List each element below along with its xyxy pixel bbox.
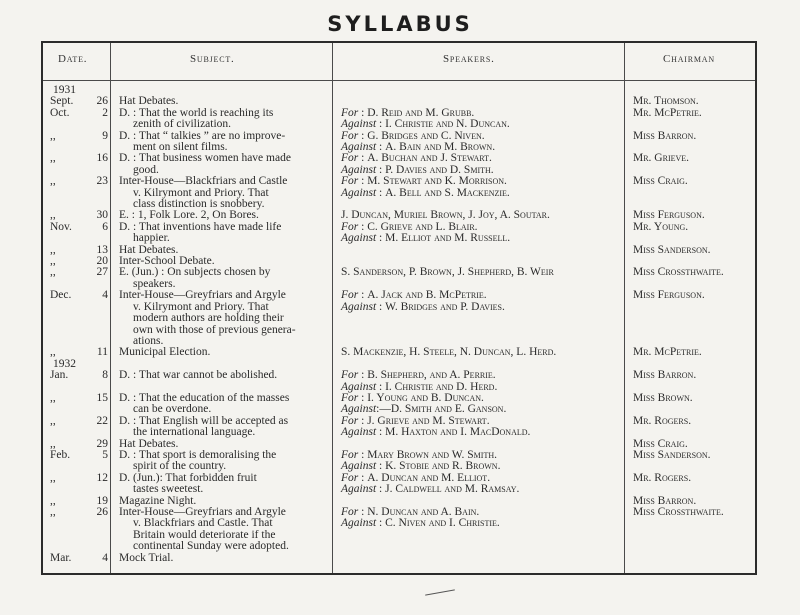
speaker-side-label: For bbox=[341, 369, 359, 382]
chairman-cell: Mr. McPetrie. bbox=[633, 346, 702, 359]
speakers-cell bbox=[333, 290, 624, 347]
speaker-side-label: Against bbox=[341, 460, 377, 473]
speaker-names: A. Duncan and M. Elliot. bbox=[367, 471, 491, 484]
speaker-names: M. Elliot and M. Russell. bbox=[385, 232, 511, 245]
subject-line: D. : That “ talkies ” are no improve- bbox=[119, 129, 286, 142]
subject-line: D. : That sport is demoralising the bbox=[119, 448, 277, 461]
chairman-cell: Miss Craig. bbox=[633, 437, 688, 450]
chairman-cell: Miss Sanderson. bbox=[633, 243, 711, 256]
speaker-line: Against : I. Christie and N. Duncan. bbox=[341, 118, 510, 131]
table-row bbox=[43, 473, 755, 496]
syllabus-table-body bbox=[43, 85, 755, 564]
table-row bbox=[43, 393, 755, 416]
subject-line: v. Kilrymont and Priory. That bbox=[133, 300, 269, 313]
date-day: 11 bbox=[96, 346, 108, 359]
speaker-side-label: For bbox=[341, 471, 359, 484]
speaker-line: Against : J. Caldwell and M. Ramsay. bbox=[341, 483, 520, 496]
subject-line: Inter-House—Blackfriars and Castle bbox=[119, 175, 288, 188]
date-cell bbox=[43, 131, 111, 154]
subject-line: modern authors are holding their bbox=[133, 312, 284, 325]
subject-cell bbox=[111, 267, 333, 290]
subject-cell bbox=[111, 507, 333, 553]
table-row bbox=[43, 553, 755, 564]
speaker-side-label: For bbox=[341, 414, 359, 427]
date-month: Nov. bbox=[50, 220, 72, 233]
speaker-side-label: Against bbox=[341, 141, 377, 154]
speaker-side-label: Against bbox=[341, 403, 377, 416]
date-month: ,, bbox=[50, 414, 56, 427]
subject-line: D. : That the world is reaching its bbox=[119, 106, 274, 119]
chairman-cell: Miss Brown. bbox=[633, 391, 693, 404]
date-month: ,, bbox=[50, 346, 56, 359]
subject-cell bbox=[111, 222, 333, 245]
date-month: ,, bbox=[50, 266, 56, 279]
date-day: 15 bbox=[96, 391, 108, 404]
speaker-names: D. Reid and M. Grubb. bbox=[367, 106, 475, 119]
speaker-line: Against : I. Christie and D. Herd. bbox=[341, 380, 498, 393]
date-day: 4 bbox=[102, 289, 108, 302]
speaker-line: Against : A. Bell and S. Mackenzie. bbox=[341, 186, 510, 199]
speaker-side-label: Against bbox=[341, 186, 377, 199]
subject-line: E. : 1, Folk Lore. 2, On Bores. bbox=[119, 209, 259, 222]
speaker-side-label: For bbox=[341, 129, 359, 142]
subject-cell bbox=[111, 393, 333, 416]
subject-line: v. Kilrymont and Priory. That bbox=[133, 186, 269, 199]
chairman-cell: Mr. Rogers. bbox=[633, 471, 692, 484]
subject-line: zenith of civilization. bbox=[133, 118, 232, 131]
header-chairman: Chairman bbox=[663, 53, 715, 65]
speaker-side-label: For bbox=[341, 175, 359, 188]
chairman-cell: Miss Barron. bbox=[633, 369, 697, 382]
speakers-cell bbox=[333, 267, 624, 290]
speaker-names: A. Jack and B. McPetrie. bbox=[367, 289, 487, 302]
subject-cell bbox=[111, 416, 333, 439]
speakers-cell bbox=[333, 108, 624, 131]
header-subject: Subject. bbox=[190, 53, 235, 65]
subject-line: Mock Trial. bbox=[119, 551, 174, 564]
chairman-cell: Mr. Thomson. bbox=[633, 95, 699, 108]
subject-line: continental Sunday were adopted. bbox=[133, 540, 289, 553]
date-day: 13 bbox=[96, 243, 108, 256]
date-day: 23 bbox=[96, 175, 108, 188]
table-row bbox=[43, 267, 755, 290]
date-cell bbox=[43, 290, 111, 347]
table-row bbox=[43, 108, 755, 131]
subject-line: Britain would deteriorate if the bbox=[133, 528, 276, 541]
chairman-cell: Mr. Rogers. bbox=[633, 414, 692, 427]
subject-cell bbox=[111, 450, 333, 473]
subject-cell bbox=[111, 553, 333, 564]
speakers-cell bbox=[333, 507, 624, 553]
subject-line: Hat Debates. bbox=[119, 243, 179, 256]
date-cell bbox=[43, 473, 111, 496]
speaker-side-label: Against bbox=[341, 300, 377, 313]
date-day: 8 bbox=[102, 369, 108, 382]
subject-line: D. : That war cannot be abolished. bbox=[119, 369, 278, 382]
chairman-cell: Miss Sanderson. bbox=[633, 448, 711, 461]
speaker-line: Against:—D. Smith and E. Ganson. bbox=[341, 403, 507, 416]
subject-line: Hat Debates. bbox=[119, 437, 179, 450]
speaker-side-label: For bbox=[341, 289, 359, 302]
date-month: ,, bbox=[50, 209, 56, 222]
subject-line: spirit of the country. bbox=[133, 460, 227, 473]
subject-line: tastes sweetest. bbox=[133, 483, 204, 496]
chairman-cell: Miss Craig. bbox=[633, 175, 688, 188]
date-day: 2 bbox=[102, 106, 108, 119]
date-month: Feb. bbox=[50, 448, 71, 461]
speakers-cell bbox=[333, 370, 624, 393]
chairman-cell: Mr. Young. bbox=[633, 220, 689, 233]
speaker-line: For : A. Duncan and M. Elliot. bbox=[341, 471, 491, 484]
date-month: Dec. bbox=[50, 289, 72, 302]
speaker-line: For : C. Grieve and L. Blair. bbox=[341, 220, 478, 233]
speakers-cell bbox=[333, 222, 624, 245]
date-day: 5 bbox=[102, 448, 108, 461]
date-day: 12 bbox=[96, 471, 108, 484]
date-day: 4 bbox=[102, 551, 108, 564]
date-cell bbox=[43, 370, 111, 393]
subject-line: v. Blackfriars and Castle. That bbox=[133, 517, 273, 530]
date-cell bbox=[43, 393, 111, 416]
chairman-cell: Miss Crossthwaite. bbox=[633, 266, 724, 279]
date-cell bbox=[43, 153, 111, 176]
speaker-line: For : D. Reid and M. Grubb. bbox=[341, 106, 475, 119]
speaker-line: Against : C. Niven and I. Christie. bbox=[341, 517, 500, 530]
subject-line: Hat Debates. bbox=[119, 95, 179, 108]
speaker-line: Against : A. Bain and M. Brown. bbox=[341, 141, 496, 154]
subject-line: happier. bbox=[133, 232, 170, 245]
speaker-side-label: For bbox=[341, 506, 359, 518]
speakers-cell bbox=[333, 245, 624, 256]
subject-cell bbox=[111, 131, 333, 154]
subject-line: D. (Jun.): That forbidden fruit bbox=[119, 471, 257, 484]
date-day: 6 bbox=[102, 220, 108, 233]
speaker-line: For : A. Buchan and J. Stewart. bbox=[341, 152, 492, 165]
year-label: 1932 bbox=[53, 357, 76, 370]
speaker-line: For : Mary Brown and W. Smith. bbox=[341, 448, 497, 461]
table-row bbox=[43, 416, 755, 439]
speaker-line: Against : M. Haxton and I. MacDonald. bbox=[341, 426, 531, 439]
date-day: 30 bbox=[96, 209, 108, 222]
chairman-cell: Miss Crossthwaite. bbox=[633, 506, 724, 518]
date-month: ,, bbox=[50, 129, 56, 142]
date-month: ,, bbox=[50, 152, 56, 165]
speaker-line: For : A. Jack and B. McPetrie. bbox=[341, 289, 487, 302]
speaker-names: S. Mackenzie, H. Steele, N. Duncan, L. Herd. bbox=[341, 346, 557, 359]
speaker-side-label: For bbox=[341, 448, 359, 461]
table-row bbox=[43, 153, 755, 176]
speaker-side-label: Against bbox=[341, 426, 377, 439]
speaker-line bbox=[341, 347, 624, 358]
speaker-names: J. Caldwell and M. Ramsay. bbox=[385, 483, 520, 496]
table-row bbox=[43, 450, 755, 473]
header-date: Date. bbox=[58, 53, 88, 65]
speaker-side-label: Against bbox=[341, 163, 377, 176]
speaker-line: For : M. Stewart and K. Morrison. bbox=[341, 175, 507, 188]
date-day: 29 bbox=[96, 437, 108, 450]
date-month: ,, bbox=[50, 175, 56, 188]
subject-line: Inter-House—Greyfriars and Argyle bbox=[119, 289, 286, 302]
speaker-names: J. Grieve and M. Stewart. bbox=[367, 414, 490, 427]
speaker-line: For : I. Young and B. Duncan. bbox=[341, 391, 484, 404]
subject-line: class distinction is snobbery. bbox=[133, 198, 265, 211]
subject-cell bbox=[111, 370, 333, 393]
speaker-names: J. Duncan, Muriel Brown, J. Joy, A. Soutar. bbox=[341, 209, 550, 222]
date-month: ,, bbox=[50, 437, 56, 450]
speaker-side-label: Against bbox=[341, 483, 377, 496]
subject-line: Municipal Election. bbox=[119, 346, 211, 359]
subject-line: good. bbox=[133, 163, 159, 176]
speaker-names: K. Stobie and R. Brown. bbox=[385, 460, 501, 473]
speaker-names: A. Bell and S. Mackenzie. bbox=[385, 186, 510, 199]
speaker-names: C. Niven and I. Christie. bbox=[385, 517, 500, 530]
table-row bbox=[43, 507, 755, 553]
table-row bbox=[43, 131, 755, 154]
date-day: 26 bbox=[96, 95, 108, 108]
subject-line: Inter-House—Greyfriars and Argyle bbox=[119, 506, 286, 518]
speaker-names: —D. Smith and E. Ganson. bbox=[379, 403, 507, 416]
date-cell bbox=[43, 416, 111, 439]
pen-mark bbox=[425, 589, 455, 595]
speaker-names: M. Haxton and I. MacDonald. bbox=[385, 426, 531, 439]
table-row bbox=[43, 347, 755, 358]
subject-line: the international language. bbox=[133, 426, 256, 439]
speakers-cell bbox=[333, 131, 624, 154]
subject-line: ations. bbox=[133, 334, 164, 347]
date-cell bbox=[43, 108, 111, 131]
speakers-cell bbox=[333, 393, 624, 416]
speaker-names: G. Bridges and C. Niven. bbox=[367, 129, 485, 142]
subject-line: D. : That English will be accepted as bbox=[119, 414, 289, 427]
year-label: 1931 bbox=[53, 84, 76, 96]
date-cell bbox=[43, 450, 111, 473]
chairman-cell: Mr. McPetrie. bbox=[633, 106, 702, 119]
date-cell bbox=[43, 507, 111, 553]
date-month: Oct. bbox=[50, 106, 70, 119]
speaker-names: Mary Brown and W. Smith. bbox=[367, 448, 497, 461]
subject-line: Inter-School Debate. bbox=[119, 255, 215, 268]
speakers-cell bbox=[333, 473, 624, 496]
speakers-cell bbox=[333, 153, 624, 176]
date-day: 26 bbox=[96, 506, 108, 518]
speaker-side-label: For bbox=[341, 106, 359, 119]
speaker-line: For : N. Duncan and A. Bain. bbox=[341, 506, 480, 518]
speaker-side-label: Against bbox=[341, 118, 377, 131]
date-day: 27 bbox=[96, 266, 108, 279]
speaker-line: Against : M. Elliot and M. Russell. bbox=[341, 232, 511, 245]
table-row bbox=[43, 370, 755, 393]
speaker-names: N. Duncan and A. Bain. bbox=[367, 506, 480, 518]
chairman-cell: Miss Barron. bbox=[633, 129, 697, 142]
date-day: 16 bbox=[96, 152, 108, 165]
date-month: Mar. bbox=[50, 551, 72, 564]
speaker-line: For : J. Grieve and M. Stewart. bbox=[341, 414, 490, 427]
subject-cell bbox=[111, 176, 333, 210]
speaker-line: Against : P. Davies and D. Smith. bbox=[341, 163, 494, 176]
speaker-line: Against : K. Stobie and R. Brown. bbox=[341, 460, 501, 473]
table-row bbox=[43, 176, 755, 210]
date-cell bbox=[43, 176, 111, 210]
chairman-cell: Miss Barron. bbox=[633, 494, 697, 507]
header-divider bbox=[43, 80, 755, 81]
date-day: 9 bbox=[102, 129, 108, 142]
speakers-cell bbox=[333, 450, 624, 473]
speakers-cell bbox=[333, 416, 624, 439]
speaker-side-label: For bbox=[341, 152, 359, 165]
subject-line: D. : That inventions have made life bbox=[119, 220, 282, 233]
subject-line: own with those of previous genera- bbox=[133, 323, 296, 336]
date-month: ,, bbox=[50, 506, 56, 518]
speaker-names: P. Davies and D. Smith. bbox=[385, 163, 494, 176]
speaker-line: Against : W. Bridges and P. Davies. bbox=[341, 300, 505, 313]
chairman-cell bbox=[624, 553, 755, 564]
date-month: Jan. bbox=[50, 369, 69, 382]
chairman-cell: Miss Ferguson. bbox=[633, 289, 705, 302]
speaker-side-label: Against bbox=[341, 380, 377, 393]
speakers-cell bbox=[333, 347, 624, 358]
page-title: SYLLABUS bbox=[327, 12, 473, 36]
speaker-names: W. Bridges and P. Davies. bbox=[385, 300, 505, 313]
date-month: ,, bbox=[50, 243, 56, 256]
date-day: 20 bbox=[96, 255, 108, 268]
date-day: 19 bbox=[96, 494, 108, 507]
speaker-names: I. Christie and N. Duncan. bbox=[385, 118, 510, 131]
subject-cell bbox=[111, 290, 333, 347]
speaker-line bbox=[341, 267, 624, 278]
subject-line: can be overdone. bbox=[133, 403, 212, 416]
speaker-names: A. Bain and M. Brown. bbox=[385, 141, 496, 154]
subject-cell bbox=[111, 473, 333, 496]
speaker-names: S. Sanderson, P. Brown, J. Shepherd, B. Weir bbox=[341, 266, 554, 279]
speaker-names: M. Stewart and K. Morrison. bbox=[367, 175, 507, 188]
subject-line: E. (Jun.) : On subjects chosen by bbox=[119, 266, 271, 279]
chairman-cell: Miss Ferguson. bbox=[633, 209, 705, 222]
subject-line: ment on silent films. bbox=[133, 141, 228, 154]
speaker-names: C. Grieve and L. Blair. bbox=[367, 220, 478, 233]
chairman-cell: Mr. Grieve. bbox=[633, 152, 690, 165]
speaker-names: I. Young and B. Duncan. bbox=[367, 391, 484, 404]
speaker-side-label: Against bbox=[341, 232, 377, 245]
subject-cell bbox=[111, 347, 333, 358]
date-cell bbox=[43, 222, 111, 245]
date-cell bbox=[43, 267, 111, 290]
speaker-side-label: For bbox=[341, 220, 359, 233]
speaker-line: For : B. Shepherd, and A. Perrie. bbox=[341, 369, 496, 382]
date-month: Sept. bbox=[50, 95, 74, 108]
table-row bbox=[43, 222, 755, 245]
speaker-side-label: For bbox=[341, 391, 359, 404]
date-month: ,, bbox=[50, 471, 56, 484]
header-speakers: Speakers. bbox=[443, 53, 495, 65]
date-month: ,, bbox=[50, 494, 56, 507]
speaker-side-label: Against bbox=[341, 517, 377, 530]
subject-cell bbox=[111, 108, 333, 131]
speakers-cell bbox=[333, 176, 624, 210]
speakers-cell bbox=[333, 553, 624, 564]
subject-line: D. : That business women have made bbox=[119, 152, 291, 165]
speaker-names: A. Buchan and J. Stewart. bbox=[367, 152, 492, 165]
date-cell bbox=[43, 553, 111, 564]
date-month: ,, bbox=[50, 391, 56, 404]
date-day: 22 bbox=[96, 414, 108, 427]
subject-line: speakers. bbox=[133, 277, 176, 290]
table-row bbox=[43, 290, 755, 347]
speaker-names: I. Christie and D. Herd. bbox=[385, 380, 498, 393]
date-month: ,, bbox=[50, 255, 56, 268]
speaker-names: B. Shepherd, and A. Perrie. bbox=[367, 369, 496, 382]
speaker-line: For : G. Bridges and C. Niven. bbox=[341, 129, 485, 142]
subject-line: D. : That the education of the masses bbox=[119, 391, 290, 404]
subject-line: Magazine Night. bbox=[119, 494, 197, 507]
subject-cell bbox=[111, 153, 333, 176]
